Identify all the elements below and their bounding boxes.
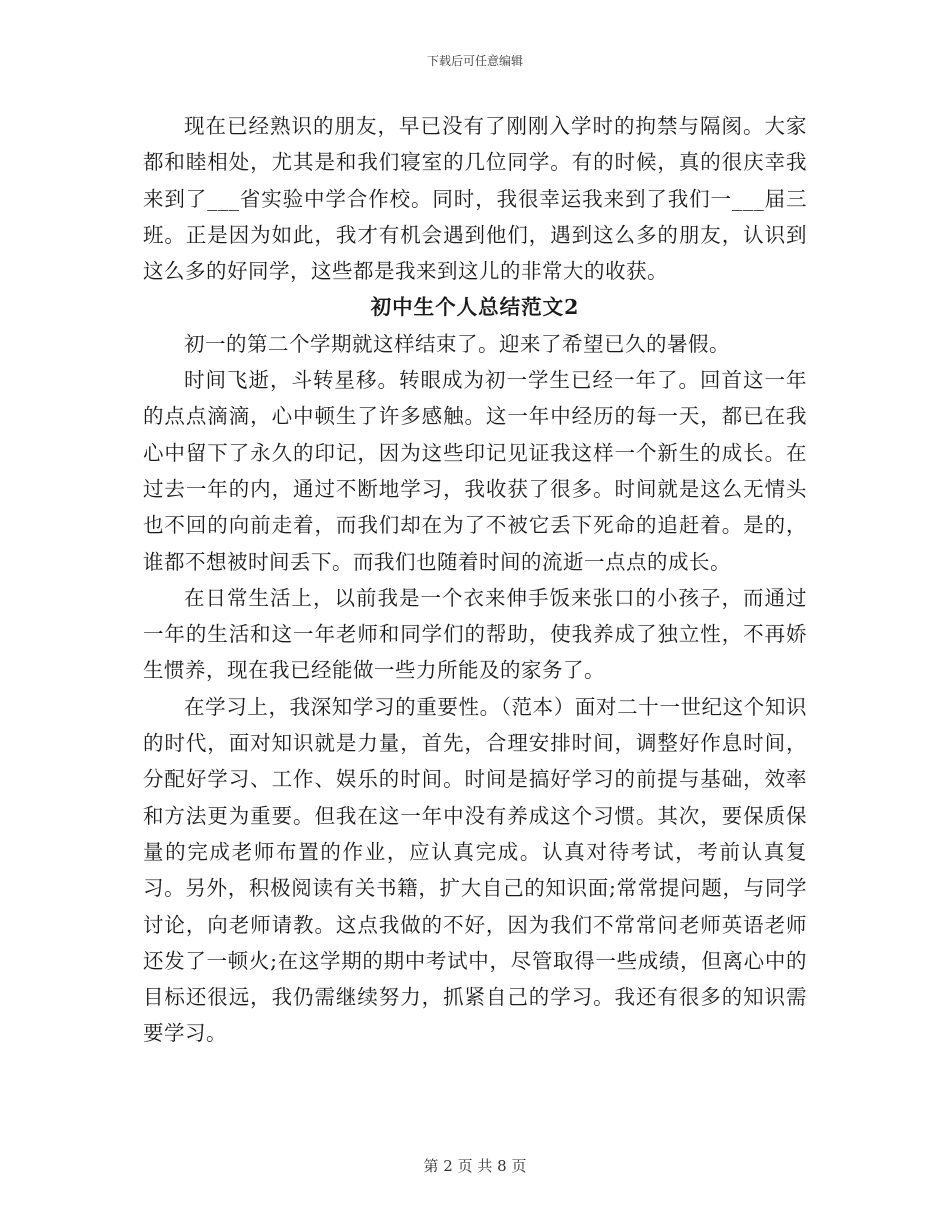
page-header: 下载后可任意编辑 bbox=[426, 54, 523, 68]
page-footer: 第 2 页 共 8 页 bbox=[423, 1157, 527, 1175]
paragraph-2: 时间飞逝，斗转星移。转眼成为初一学生已经一年了。回首这一年的点点滴滴，心中顿生了许多感触。这一年中经历的每一天，都已在我心中留下了永久的印记，因为这些印记见证我这样一个新生的成长。在过去一年的内，通过不断地学习，我收获了很多。时间就是这么无情头也不回的向前走着，而我们却在为了不被它丢下死命的追赶着。是的，谁都不想被时间丢下。而我们也随着时间的流逝一点点的成长。 bbox=[143, 368, 807, 574]
document-body bbox=[143, 108, 807, 1052]
section-title: 初中生个人总结范文2 bbox=[370, 295, 580, 320]
paragraph-3: 在日常生活上，以前我是一个衣来伸手饭来张口的小孩子，而通过一年的生活和这一年老师和同学们的帮助，使我养成了独立性，不再娇生惯养，现在我已经能做一些力所能及的家务了。 bbox=[143, 585, 807, 683]
paragraph-4: 在学习上，我深知学习的重要性。（范本）面对二十一世纪这个知识的时代，面对知识就是力量，首先，合理安排时间，调整好作息时间，分配好学习、工作、娱乐的时间。时间是搞好学习的前提与基础，效率和方法更为重要。但我在这一年中没有养成这个习惯。其次，要保质保量的完成老师布置的作业，应认真完成。认真对待考试，考前认真复习。另外，积极阅读有关书籍，扩大自己的知识面;常常提问题，与同学讨论，向老师请教。这点我做的不好，因为我们不常常问老师英语老师还发了一顿火;在这学期的期中考试中，尽管取得一些成绩，但离心中的目标还很远，我仍需继续努力，抓紧自己的学习。我还有很多的知识需要学习。 bbox=[143, 694, 807, 1046]
paragraph-1: 初一的第二个学期就这样结束了。迎来了希望已久的暑假。 bbox=[184, 331, 730, 356]
paragraph-intro: 现在已经熟识的朋友，早已没有了刚刚入学时的拘禁与隔阂。大家都和睦相处，尤其是和我们寝室的几位同学。有的时候，真的很庆幸我来到了___省实验中学合作校。同时，我很幸运我来到了我们一___届三班。正是因为如此，我才有机会遇到他们，遇到这么多的朋友，认识到这么多的好同学，这些都是我来到这儿的非常大的收获。 bbox=[143, 114, 807, 284]
